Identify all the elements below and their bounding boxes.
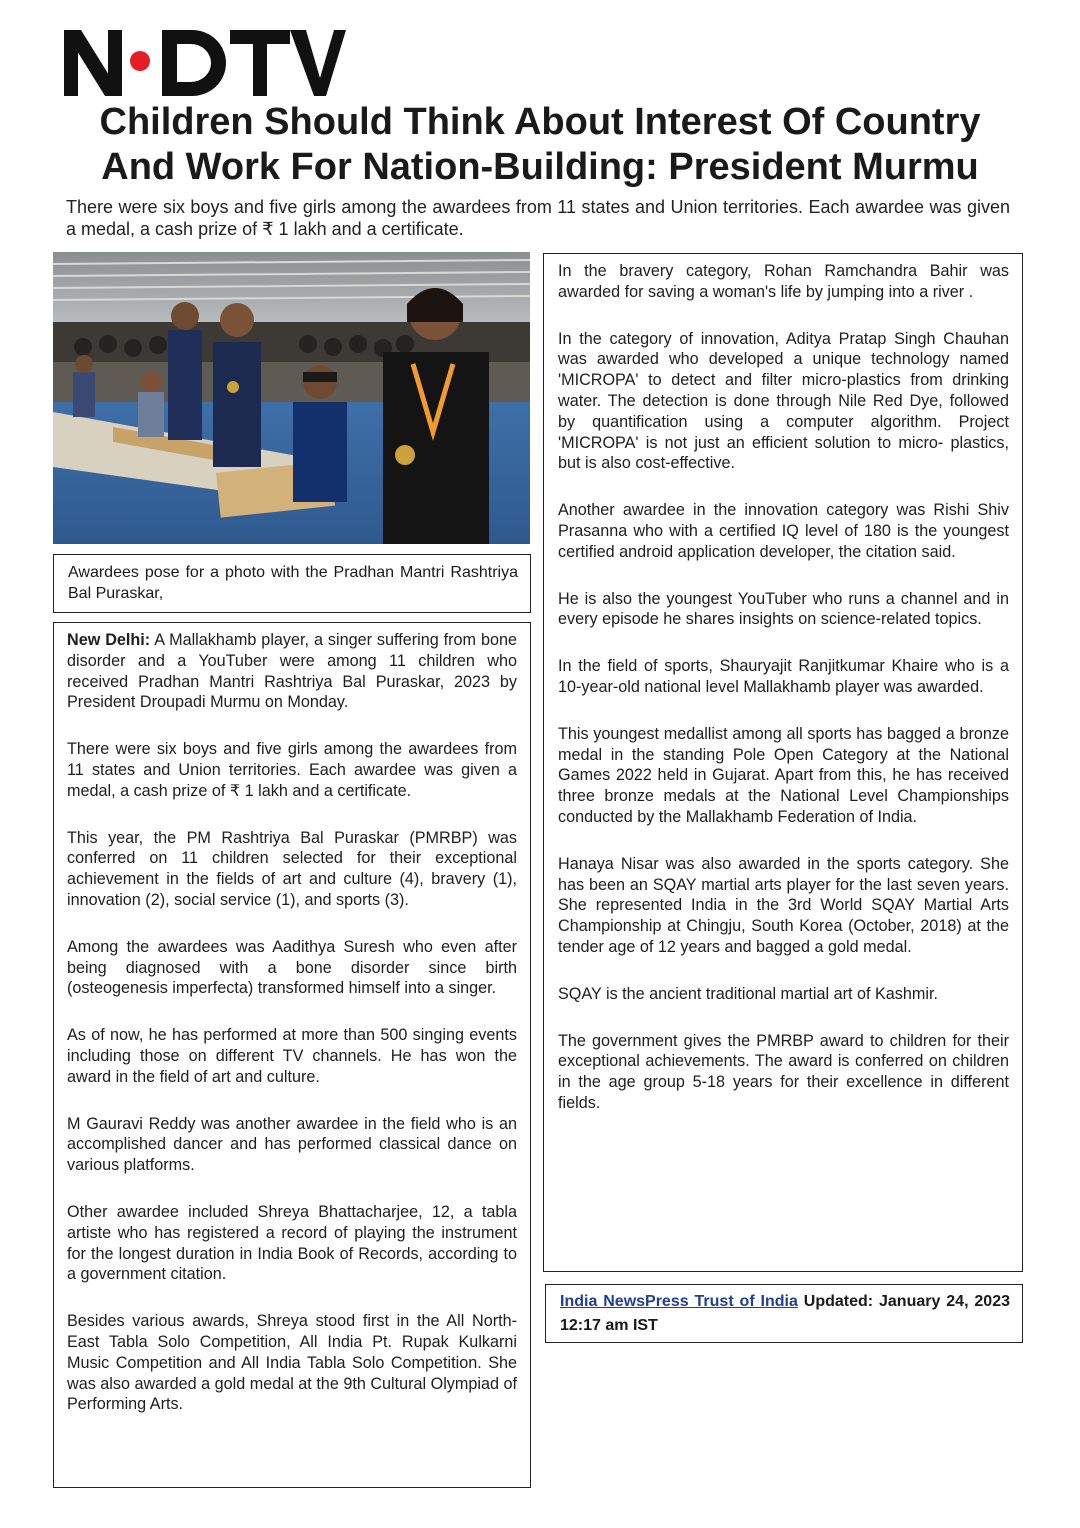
source-box: [545, 1284, 1023, 1343]
awardees-photo: [53, 252, 530, 544]
article-paragraph: In the category of innovation, Aditya Pratap Singh Chauhan was awarded who developed a unique technology named 'MICROPA' to detect and filter micro-plastics from drinking water. The detection is done through Nile Red Dye, followed by quantification using a computer algorithm. Project 'MICROPA' is not just an efficient solution to micro- plastics, but is also cost-effective.: [558, 329, 1009, 473]
headline-line-1: Children Should Think About Interest Of Country: [99, 101, 981, 143]
source-line: [560, 1290, 1010, 1338]
ndtv-logo: [64, 30, 346, 96]
article-paragraph: In the bravery category, Rohan Ramchandra Bahir was awarded for saving a woman's life by jumping into a river .: [558, 262, 1009, 301]
article-paragraph: The government gives the PMRBP award to children for their exceptional achievements. The award is conferred on children in the age group 5-18 years for their excellence in different fields.: [558, 1031, 1009, 1112]
lead-text: A Mallakhamb player, a singer suffering from bone disorder and a YouTuber were among 11 children who received Pradhan Mantri Rashtriya Bal Puraskar, 2023 by President Droupadi Murmu on Monday.: [67, 631, 517, 712]
article-paragraph: Hanaya Nisar was also awarded in the sports category. She has been an SQAY martial arts player for the last seven years. She represented India in the 3rd World SQAY Martial Arts Championship at Chingju, South Korea (October, 2018) at the tender age of 12 years and bagged a gold medal.: [558, 854, 1009, 956]
article-paragraph: This youngest medallist among all sports has bagged a bronze medal in the standing Pole Open Category at the National Games 2022 held in Gujarat. Apart from this, he has received three bronze medals at the National Level Championships conducted by the Mallakhamb Federation of India.: [558, 724, 1009, 826]
article-paragraph: Besides various awards, Shreya stood first in the All North-East Tabla Solo Competition, All India Pt. Rupak Kulkarni Music Competition and All India Tabla Solo Competition. She was also awarded a gold medal at the 9th Cultural Olympiad of Performing Arts.: [67, 1312, 517, 1414]
article-paragraph: This year, the PM Rashtriya Bal Puraskar (PMRBP) was conferred on 11 children selected for their exceptional achievement in the fields of art and culture (4), bravery (1), innovation (2), social service (1), and sports (3).: [67, 828, 517, 909]
article-paragraph: As of now, he has performed at more than 500 singing events including those on different TV channels. He has won the award in the field of art and culture.: [67, 1026, 517, 1086]
headline-line-2: And Work For Nation-Building: President Murmu: [101, 146, 979, 188]
lead-paragraph: [67, 630, 517, 713]
article-paragraph: There were six boys and five girls among the awardees from 11 states and Union territories. Each awardee was given a medal, a cash prize of ₹ 1 lakh and a certificate.: [67, 740, 517, 800]
article-paragraph: Other awardee included Shreya Bhattacharjee, 12, a tabla artiste who has registered a record of playing the instrument for the longest duration in India Book of Records, according to a government citation.: [67, 1202, 517, 1284]
article-paragraph: Among the awardees was Aadithya Suresh who even after being diagnosed with a bone disorder since birth (osteogenesis imperfecta) transformed himself into a singer.: [67, 937, 517, 998]
article-paragraph: SQAY is the ancient traditional martial art of Kashmir.: [558, 984, 938, 1003]
photo-caption: [53, 554, 531, 613]
article-summary: There were six boys and five girls among the awardees from 11 states and Union territories. Each awardee was given a medal, a cash prize of ₹ 1 lakh and a certificate.: [66, 197, 1010, 239]
article-paragraph: In the field of sports, Shauryajit Ranjitkumar Khaire who is a 10-year-old national level Mallakhamb player was awarded.: [558, 657, 1009, 696]
article-paragraph: He is also the youngest YouTuber who runs a channel and in every episode he shares insights on science-related topics.: [558, 589, 1009, 629]
article-paragraph: Another awardee in the innovation category was Rishi Shiv Prasanna who with a certified IQ level of 180 is the youngest certified android application developer, the citation said.: [558, 501, 1009, 561]
updated-timestamp: Updated: January 24, 2023 12:17 am IST: [560, 1293, 1010, 1334]
article-headline: [40, 100, 1040, 190]
photo-caption-text: Awardees pose for a photo with the Pradhan Mantri Rashtriya Bal Puraskar,: [68, 564, 518, 602]
article-paragraph: M Gauravi Reddy was another awardee in the field who is an accomplished dancer and has performed classical dance on various platforms.: [67, 1114, 517, 1175]
article-right-column: [543, 253, 1023, 1272]
logo-red-dot: [130, 51, 150, 71]
source-link[interactable]: India NewsPress Trust of India: [560, 1293, 798, 1310]
dateline: New Delhi:: [67, 631, 151, 649]
article-left-column: [53, 622, 531, 1488]
